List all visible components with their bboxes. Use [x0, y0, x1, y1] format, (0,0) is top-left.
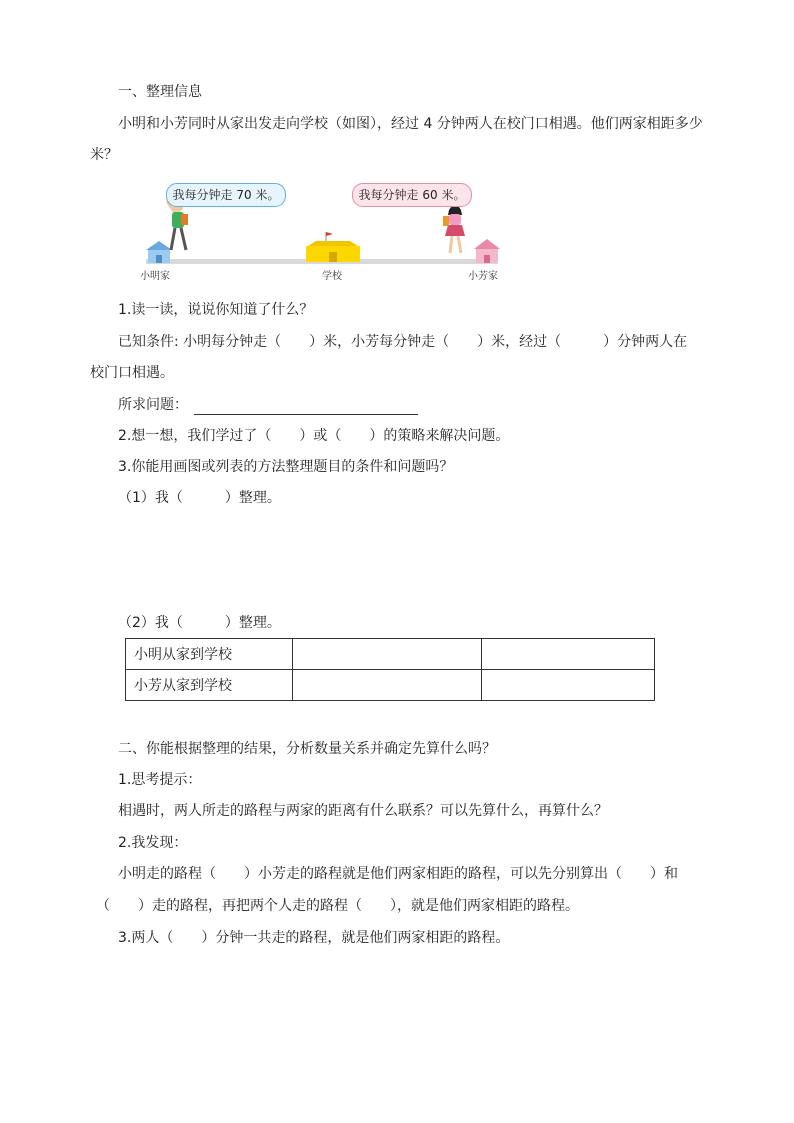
table-cell-label: 小芳从家到学校: [126, 670, 293, 701]
q2-text: 2.想一想，我们学过了（ ）或（ ）的策略来解决问题。: [118, 428, 510, 444]
table-cell[interactable]: [482, 639, 655, 670]
q1-known-line-2: 校门口相遇。: [90, 365, 174, 381]
xiaofang-speech-bubble: 我每分钟走 60 米。: [352, 183, 472, 207]
problem-line-1: 小明和小芳同时从家出发走向学校（如图），经过 4 分钟两人在校门口相遇。他们两家相距多少: [118, 116, 703, 132]
q3-part2: （2）我（ ）整理。: [118, 615, 281, 631]
xiaoming-house-label: 小明家: [140, 271, 170, 282]
section1-heading: 一、整理信息: [118, 84, 202, 100]
q1-known-line-1: 已知条件: 小明每分钟走（ ）米，小芳每分钟走（ ）米，经过（ ）分钟两人在: [118, 334, 688, 350]
school-icon: [302, 230, 364, 264]
xiaofang-girl-icon: [440, 200, 470, 258]
answer-blank-line[interactable]: [194, 400, 418, 415]
hint-text: 相遇时，两人所走的路程与两家的距离有什么联系？可以先算什么，再算什么？: [118, 803, 608, 819]
table-cell[interactable]: [482, 670, 655, 701]
school-label: 学校: [322, 271, 342, 282]
found-title: 2.我发现：: [118, 835, 188, 851]
q3-text: 3.你能用画图或列表的方法整理题目的条件和问题吗？: [118, 459, 454, 475]
xiaoming-speech-bubble: 我每分钟走 70 米。: [166, 183, 286, 207]
q1-title: 1.读一读，说说你知道了什么？: [118, 302, 314, 318]
problem-line-2: 米？: [90, 147, 118, 163]
xiaofang-house-label: 小芳家: [468, 271, 498, 282]
xiaofang-house-icon: [472, 238, 502, 264]
item3-text: 3.两人（ ）分钟一共走的路程，就是他们两家相距的路程。: [118, 930, 510, 946]
q1-question-label: 所求问题：: [118, 397, 188, 413]
q1-question-row: [118, 395, 418, 415]
section2-heading: 二、你能根据整理的结果，分析数量关系并确定先算什么吗？: [118, 741, 496, 757]
table-row: [126, 670, 655, 701]
table-row: [126, 639, 655, 670]
q3-part1: （1）我（ ）整理。: [118, 490, 281, 506]
hint-title: 1.思考提示：: [118, 772, 202, 788]
table-cell-label: 小明从家到学校: [126, 639, 293, 670]
found-line-2: （ ）走的路程，再把两个人走的路程（ ），就是他们两家相距的路程。: [96, 898, 579, 914]
table-cell[interactable]: [293, 639, 482, 670]
found-line-1: 小明走的路程（ ）小芳走的路程就是他们两家相距的路程，可以先分别算出（ ）和: [118, 866, 678, 882]
table-cell[interactable]: [293, 670, 482, 701]
meeting-figure: [140, 180, 510, 285]
info-table: [125, 638, 655, 701]
